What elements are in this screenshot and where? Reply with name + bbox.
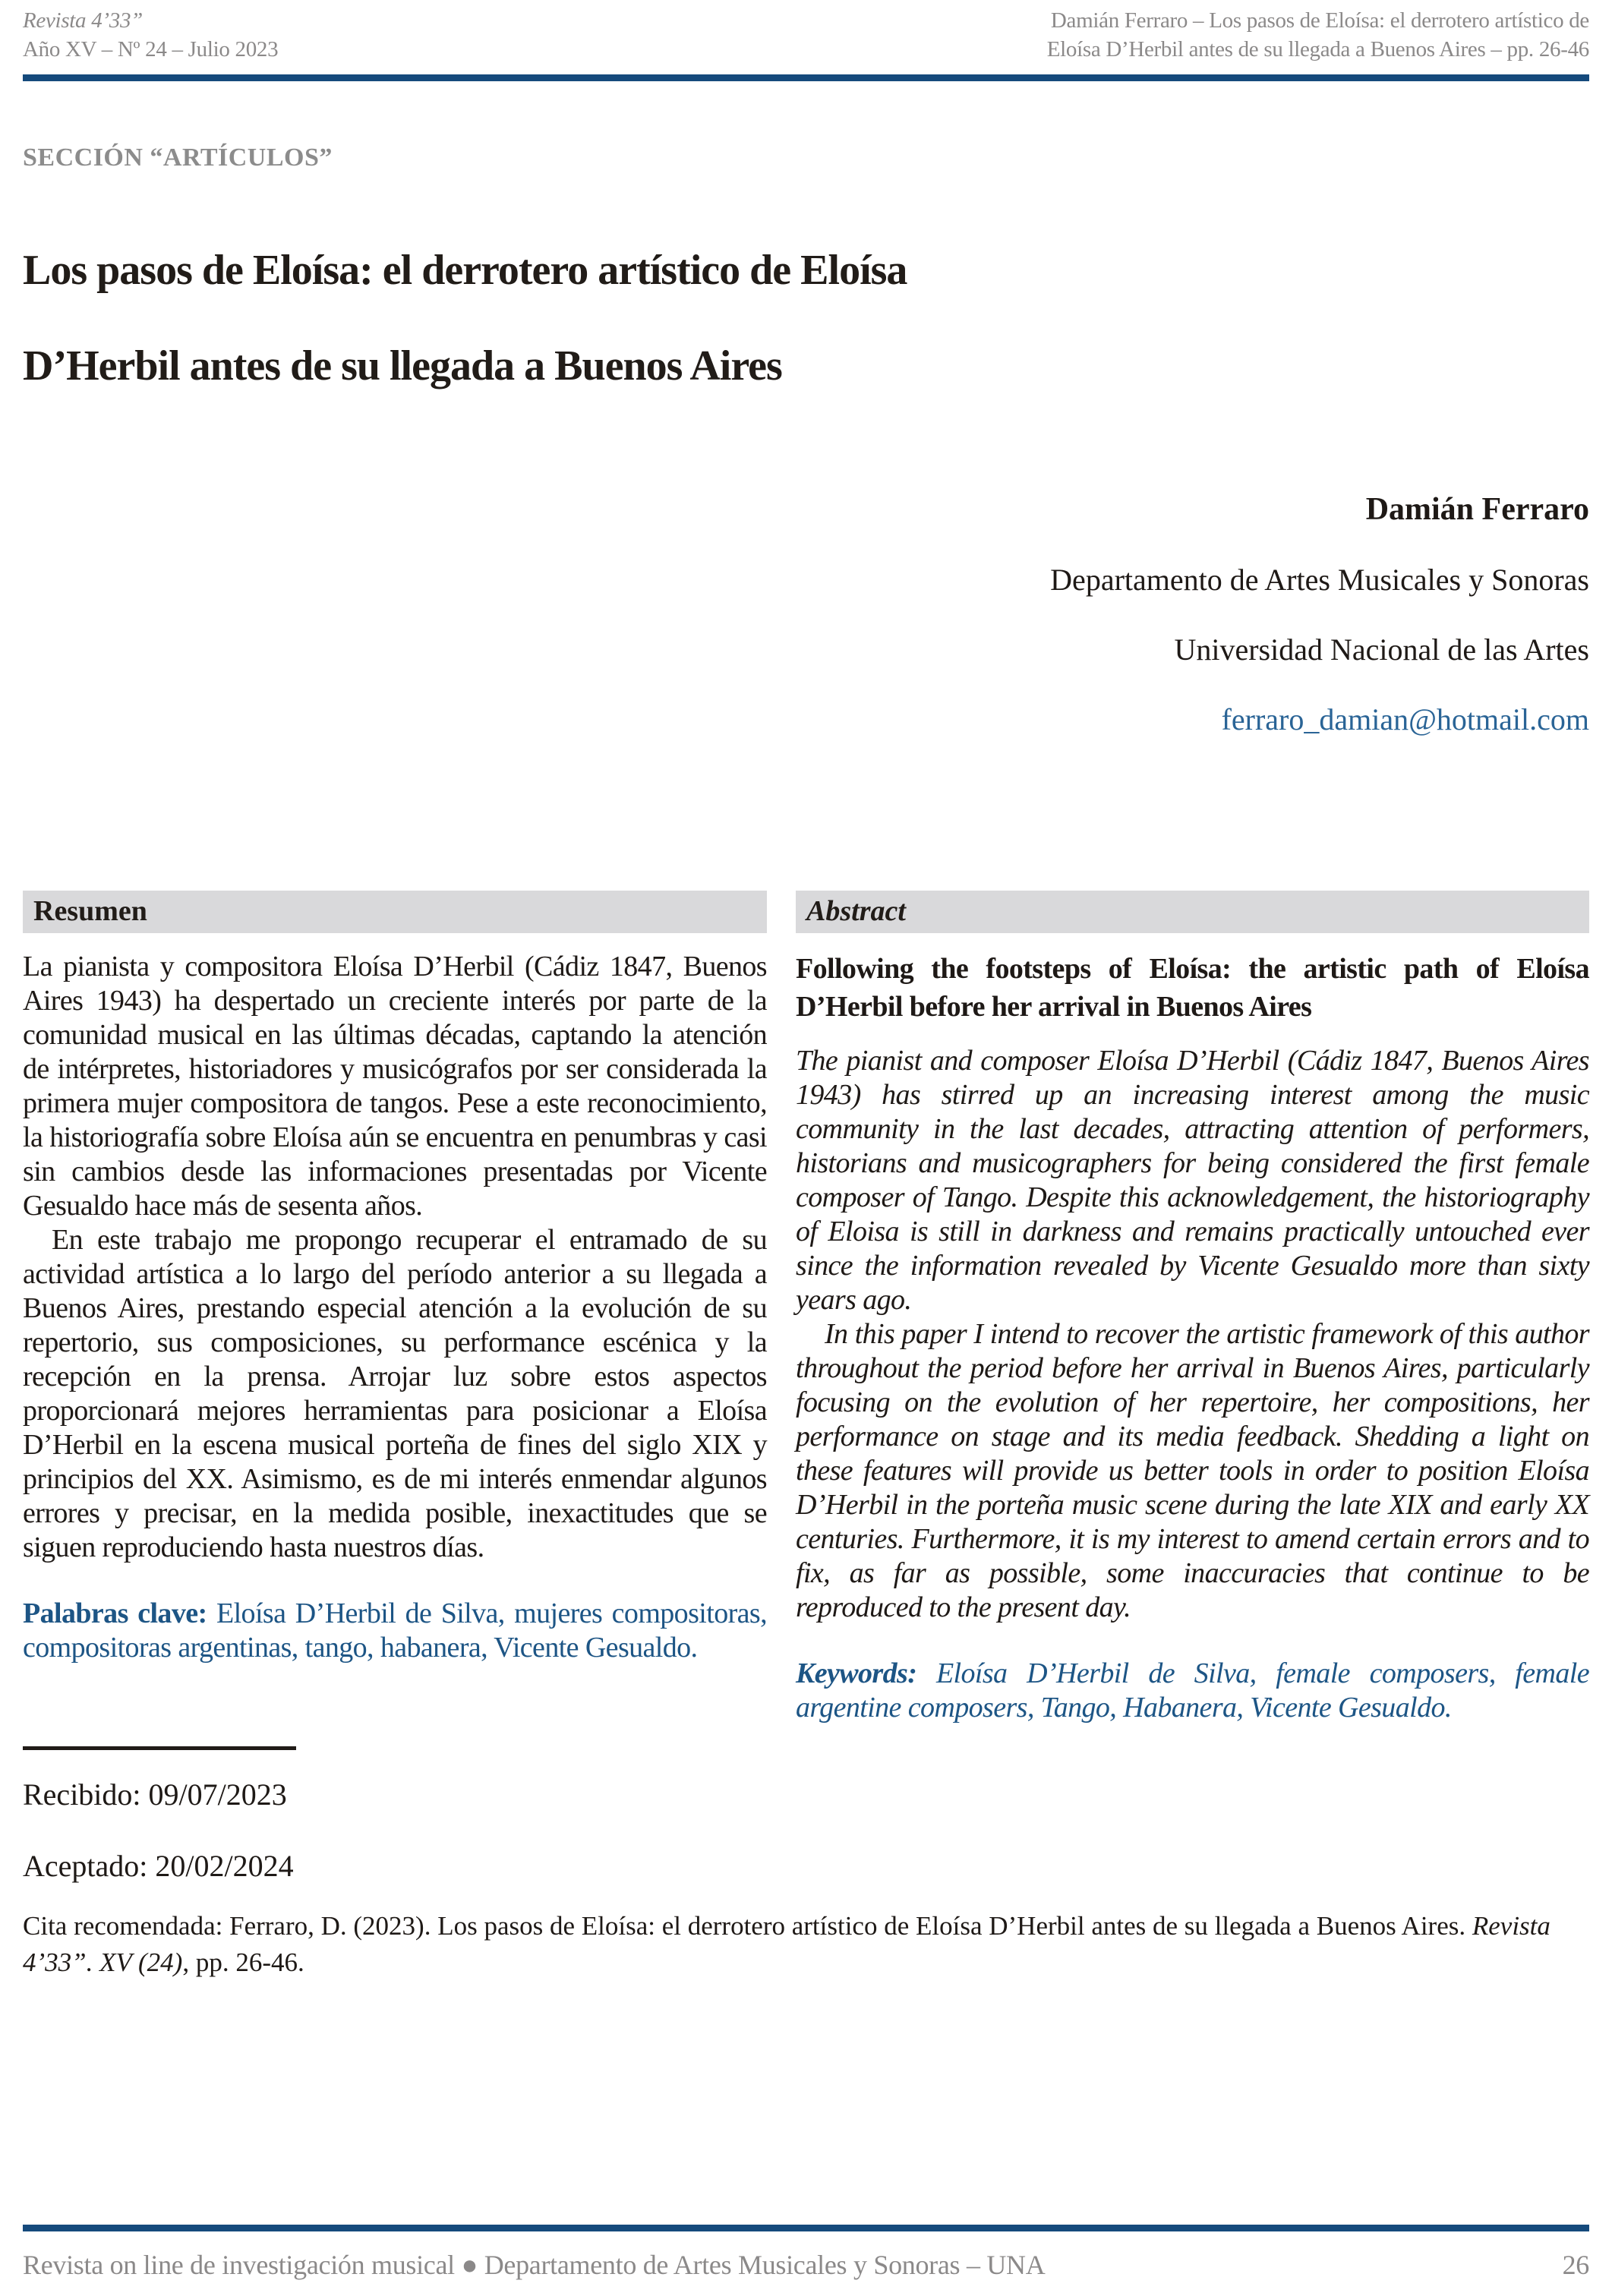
received-date: Recibido: 09/07/2023 <box>23 1777 287 1812</box>
citation-text: Cita recomendada: Ferraro, D. (2023). Los pasos de Eloísa: el derrotero artístico de Eloísa D’Herbil antes de su llegada a Buenos Aires. <box>23 1911 1472 1941</box>
palabras-clave-label: Palabras clave: <box>23 1597 207 1629</box>
author-name: Damián Ferraro <box>1365 492 1589 527</box>
resumen-column <box>23 891 767 1725</box>
author-affiliation-university: Universidad Nacional de las Artes <box>1174 632 1589 667</box>
resumen-heading-bar <box>23 891 767 933</box>
resumen-body <box>23 950 767 1665</box>
abstract-paragraph-2: In this paper I intend to recover the artistic framework of this author throughout the period before her arrival in Buenos Aires, particularly focusing on the evolution of her repertoire, her compositions, her performance on stage and its media feedback. Shedding a light on these features will provide us better tools in order to position Eloísa D’Herbil in the porteña music scene during the late XIX and early XX centuries. Furthermore, it is my interest to amend certain errors and to fix, as far as possible, some inaccuracies that continue to be reproduced to the present day. <box>796 1318 1589 1623</box>
recommended-citation <box>23 1908 1589 1981</box>
header-rule <box>23 74 1589 81</box>
abstract-column <box>796 891 1589 1725</box>
section-label: SECCIÓN “ARTÍCULOS” <box>23 144 333 172</box>
resumen-heading: Resumen <box>33 895 147 927</box>
footer-rule <box>23 2225 1589 2231</box>
journal-name: Revista 4’33” <box>23 8 143 33</box>
footer-text: Revista on line de investigación musical ● Departamento de Artes Musicales y Sonoras – UNA <box>23 2250 1046 2280</box>
running-head <box>1047 6 1589 64</box>
palabras-clave-text: Eloísa D’Herbil de Silva, mujeres compositoras, compositoras argentinas, tango, habanera, Vicente Gesualdo. <box>23 1597 767 1664</box>
citation-pages: , pp. 26-46. <box>182 1948 304 1977</box>
journal-identity <box>23 6 278 64</box>
accepted-date: Aceptado: 20/02/2024 <box>23 1849 294 1883</box>
title-line-1: Los pasos de Eloísa: el derrotero artístico de Eloísa <box>23 247 907 294</box>
page-number: 26 <box>1562 2250 1589 2280</box>
keywords <box>796 1657 1589 1725</box>
keywords-label: Keywords: <box>796 1657 917 1689</box>
page-footer <box>23 2225 1589 2296</box>
article-title <box>23 222 1589 414</box>
abstract-columns <box>23 891 1589 1725</box>
author-affiliation-department: Departamento de Artes Musicales y Sonoras <box>1050 563 1589 597</box>
author-block <box>23 490 1589 739</box>
abstract-body <box>796 950 1589 1725</box>
resumen-paragraph-1: La pianista y compositora Eloísa D’Herbil (Cádiz 1847, Buenos Aires 1943) ha despertado un creciente interés por parte de la comunidad musical en las últimas décadas, captando la atención de intérpretes, historiadores y musicógrafos por ser considerada la primera mujer compositora de tangos. Pese a este reconocimiento, la historiografía sobre Eloísa aún se encuentra en penumbras y casi sin cambios desde las informaciones presentadas por Vicente Gesualdo hace más de sesenta años. <box>23 951 767 1222</box>
citation-journal: Revista 4’33”. XV (24) <box>23 1911 1550 1977</box>
title-line-2: D’Herbil antes de su llegada a Buenos Aires <box>23 342 782 390</box>
running-head-line1: Damián Ferraro – Los pasos de Eloísa: el derrotero artístico de <box>1050 8 1589 33</box>
page-header <box>23 6 1589 64</box>
abstract-heading-bar <box>796 891 1589 933</box>
footnote-rule <box>23 1746 296 1750</box>
footer-line <box>23 2248 1589 2282</box>
abstract-paragraph-1: The pianist and composer Eloísa D’Herbil (Cádiz 1847, Buenos Aires 1943) has stirred up an increasing interest among the music community in the last decades, attracting attention of performers, historians and musicographers for being considered the first female composer of Tango. Despite this acknowledgement, the historiography of Eloisa is still in darkness and remains practically untouched ever since the information revealed by Vicente Gesualdo more than sixty years ago. <box>796 1045 1589 1316</box>
abstract-heading: Abstract <box>806 895 906 927</box>
running-head-line2: Eloísa D’Herbil antes de su llegada a Buenos Aires – pp. 26-46 <box>1046 37 1589 62</box>
keywords-text: Eloísa D’Herbil de Silva, female composers, female argentine composers, Tango, Habanera, Vicente Gesualdo. <box>796 1657 1589 1724</box>
abstract-inner-title: Following the footsteps of Eloísa: the artistic path of Eloísa D’Herbil before her arrival in Buenos Aires <box>796 953 1589 1023</box>
resumen-paragraph-2: En este trabajo me propongo recuperar el entramado de su actividad artística a lo largo del período anterior a su llegada a Buenos Aires, prestando especial atención a la evolución de su repertorio, sus composiciones, su performance escénica y la recepción en la prensa. Arrojar luz sobre estos aspectos proporcionará mejores herramientas para posicionar a Eloísa D’Herbil en la escena musical porteña de fines del siglo XIX y principios del XX. Asimismo, es de mi interés enmendar algunos errores y precisar, en la medida posible, inexactitudes que se siguen reproduciendo hasta nuestros días. <box>23 1224 767 1563</box>
palabras-clave <box>23 1597 767 1665</box>
issue-info: Año XV – Nº 24 – Julio 2023 <box>23 37 279 62</box>
author-email[interactable]: ferraro_damian@hotmail.com <box>1221 702 1589 736</box>
